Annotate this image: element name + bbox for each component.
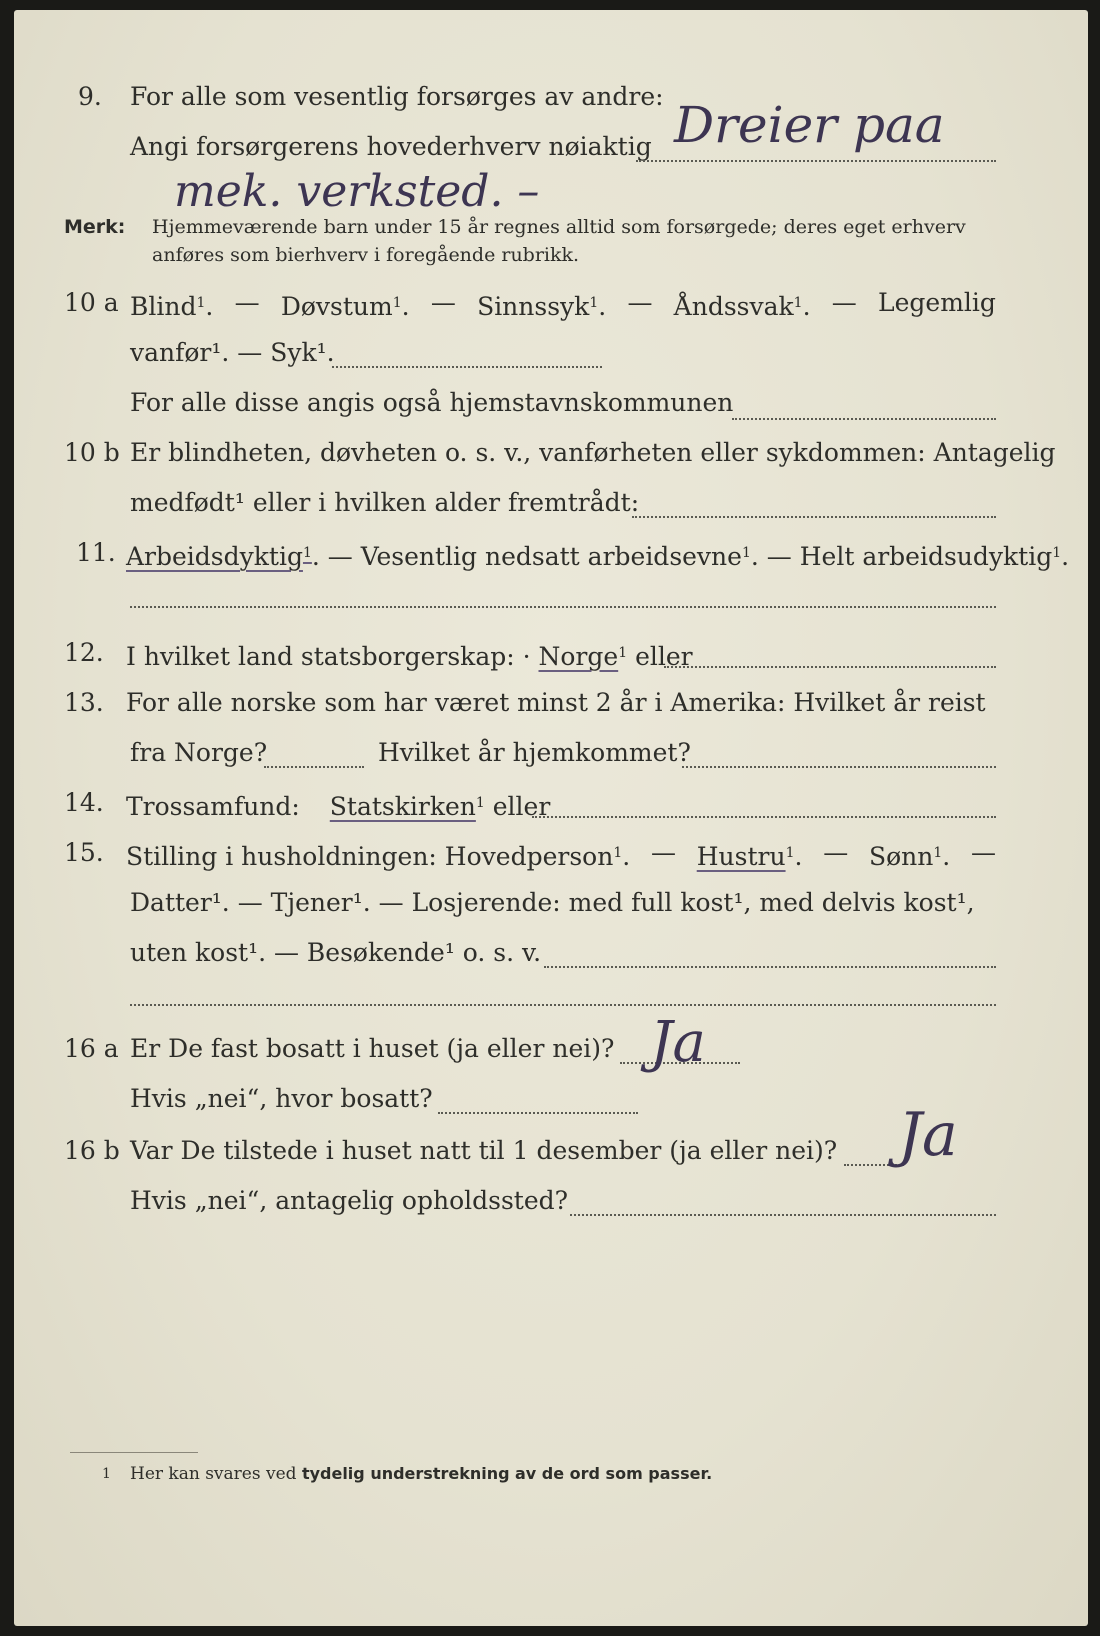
census-form-page [14, 10, 1088, 1626]
q10a-line2: vanfør¹. — Syk¹. [130, 338, 335, 367]
q15-line1: Stilling i husholdningen: Hovedperson$^1$. — Hustru$^1$. — Sønn$^1$. — [126, 838, 996, 871]
footnote-text-a: Her kan svares ved [130, 1464, 297, 1484]
q13-hjemkommet-line [682, 766, 996, 768]
q12-answer-line [664, 666, 996, 668]
q16a-handwritten-answer: Ja [650, 1010, 706, 1075]
q12-question: I hvilket land statsborgerskap: [126, 642, 515, 671]
q11-line: Arbeidsdyktig$^1$. — Vesentlig nedsatt arbeidsevne$^1$. — Helt arbeidsudyktig$^1$. [126, 542, 1070, 571]
footnote-mark: 1 [102, 1466, 111, 1482]
footnote-rule [70, 1452, 198, 1453]
q14-opt-statskirken: Statskirken [329, 792, 476, 821]
q15-line3: uten kost¹. — Besøkende¹ o. s. v. [130, 938, 542, 967]
q15-opt-hustru: Hustru [696, 842, 786, 871]
q16b-line1: Var De tilstede i huset natt til 1 desember (ja eller nei)? [130, 1136, 838, 1165]
merk-line2: anføres som bierhverv i foregående rubrikk. [152, 244, 580, 266]
q14-line: Trossamfund: Statskirken$^1$ eller [126, 792, 551, 821]
q10b-answer-line [632, 516, 996, 518]
q12-eller: eller [635, 642, 693, 671]
q16b-opholdssted-line [570, 1214, 996, 1216]
q11-number: 11. [76, 538, 116, 567]
q16a-bosatt-line [438, 1112, 638, 1114]
q10b-line1: Er blindheten, døvheten o. s. v., vanførheten eller sykdommen: Antagelig [130, 438, 1056, 467]
q15-hovedperson: Stilling i husholdningen: Hovedperson [126, 842, 614, 871]
q16a-line2: Hvis „nei“, hvor bosatt? [130, 1084, 433, 1113]
footnote-text [130, 1464, 712, 1484]
q11-opt-udyktig: Helt arbeidsudyktig [799, 542, 1053, 571]
q16a-number: 16 a [64, 1034, 119, 1063]
merk-label: Merk: [64, 216, 126, 238]
q9-number: 9. [78, 82, 102, 111]
q12-number: 12. [64, 638, 104, 667]
footnote-text-b: tydelig understrekning [301, 1464, 510, 1483]
q12-opt-norge: Norge [538, 642, 619, 671]
q10a-opt-dovstum: Døvstum [280, 292, 393, 321]
q10a-number: 10 a [64, 288, 119, 317]
q10a-syk-line [332, 366, 602, 368]
q16b-answer-line [844, 1164, 904, 1166]
q9-handwritten-answer1: Dreier paa [674, 96, 945, 154]
q15-extra-line [130, 1004, 996, 1006]
q15-line2: Datter¹. — Tjener¹. — Losjerende: med full kost¹, med delvis kost¹, [130, 888, 975, 917]
q10b-number: 10 b [64, 438, 120, 467]
q11-opt-nedsatt: Vesentlig nedsatt arbeidsevne [360, 542, 742, 571]
q14-number: 14. [64, 788, 104, 817]
q16b-handwritten-answer: Ja [898, 1100, 958, 1170]
q14-eller: eller [492, 792, 551, 821]
q9-line1: For alle som vesentlig forsørges av andre: [130, 82, 664, 111]
q12-line: I hvilket land statsborgerskap: · Norge$^1$ eller [126, 642, 693, 671]
footnote-text-c: av de ord som passer. [514, 1464, 713, 1483]
q10a-opt-legemlig: Legemlig [878, 288, 996, 317]
q13-line2b: Hvilket år hjemkommet? [378, 738, 691, 767]
q16a-line1: Er De fast bosatt i huset (ja eller nei)? [130, 1034, 615, 1063]
q10a-opt-sinnssyk: Sinnssyk [477, 292, 590, 321]
q16b-line2: Hvis „nei“, antagelig opholdssted? [130, 1186, 569, 1215]
q15-number: 15. [64, 838, 104, 867]
q14-answer-line [532, 816, 996, 818]
q9-answer-line [636, 160, 996, 162]
q11-answer-line [130, 606, 996, 608]
q9-line2: Angi forsørgerens hovederhverv nøiaktig [130, 132, 652, 161]
q10a-line1: Blind$^1$. — Døvstum$^1$. — Sinnssyk$^1$. — Åndssvak$^1$. — Legemlig [130, 288, 996, 321]
q15-answer-line [544, 966, 996, 968]
q13-reist-line [264, 766, 364, 768]
q13-line1: For alle norske som har været minst 2 år i Amerika: Hvilket år reist [126, 688, 986, 717]
q15-opt-sonn: Sønn [868, 842, 934, 871]
q9-handwritten-answer2: mek. verksted. – [174, 166, 540, 217]
q10a-line3: For alle disse angis også hjemstavnskommunen [130, 388, 734, 417]
q10a-opt-andssvak: Åndssvak [673, 292, 794, 321]
q14-question: Trossamfund: [126, 792, 300, 821]
q10b-line2: medfødt¹ eller i hvilken alder fremtrådt: [130, 488, 640, 517]
q10a-kommune-line [732, 418, 996, 420]
q13-number: 13. [64, 688, 104, 717]
q16b-number: 16 b [64, 1136, 120, 1165]
q11-opt-arbeidsdyktig: Arbeidsdyktig [126, 542, 303, 571]
q13-line2a: fra Norge? [130, 738, 268, 767]
merk-line1: Hjemmeværende barn under 15 år regnes alltid som forsørgede; deres eget erhverv [152, 216, 966, 238]
q10a-opt-blind: Blind [130, 292, 197, 321]
